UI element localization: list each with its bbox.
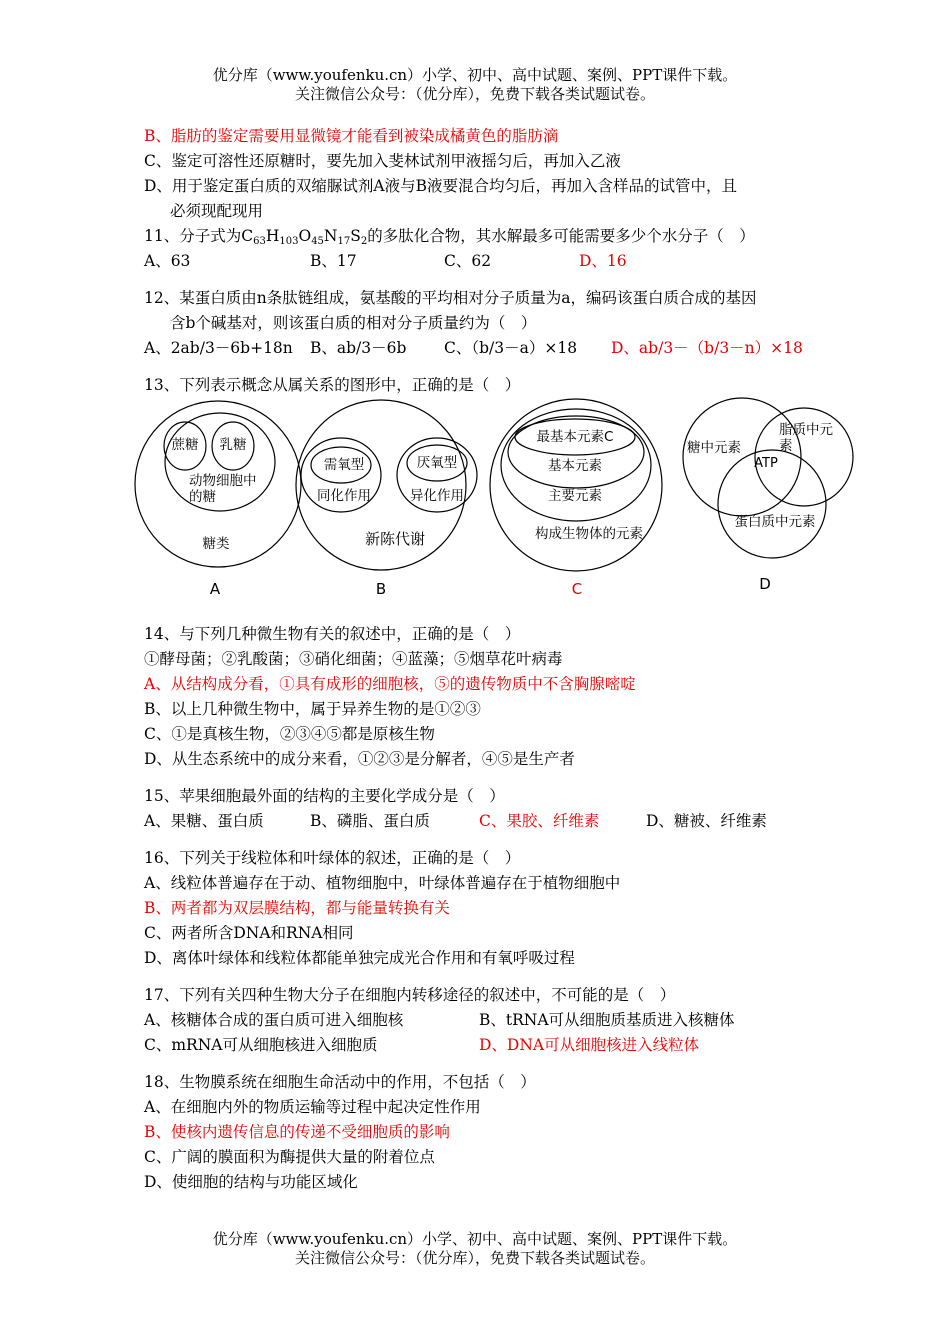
diagram-b-text-5: 新陈代谢 bbox=[364, 530, 426, 548]
q13-stem: 13、下列表示概念从属关系的图形中，正确的是（ ） bbox=[144, 376, 521, 394]
diagram-a-text-4: 糖类 bbox=[202, 536, 230, 552]
q16-option-a: A、线粒体普遍存在于动、植物细胞中，叶绿体普遍存在于植物细胞中 bbox=[144, 874, 621, 892]
formula-n: N bbox=[323, 227, 338, 245]
formula-c: C bbox=[241, 227, 254, 245]
diagram-a-label: A bbox=[209, 580, 221, 598]
diagram-a-text-3b: 的糖 bbox=[189, 489, 216, 505]
diagram-d-text-2a: 脂质中元 bbox=[779, 422, 833, 438]
q10-option-d-line1: D、用于鉴定蛋白质的双缩脲试剂A液与B液要混合均匀后，再加入含样品的试管中，且 bbox=[144, 177, 738, 195]
q11-stem-post: 的多肽化合物，其水解最多可能需要多少个水分子（ ） bbox=[367, 227, 755, 245]
diagram-b-text-2: 同化作用 bbox=[317, 488, 371, 504]
q15-option-c: C、果胶、纤维素 bbox=[479, 812, 600, 830]
diagram-c-label: C bbox=[571, 580, 583, 598]
formula-h: H bbox=[265, 227, 280, 245]
formula-s: S bbox=[350, 227, 361, 245]
q11-option-b: B、17 bbox=[310, 252, 357, 270]
q15-option-d: D、糖被、纤维素 bbox=[646, 812, 767, 830]
formula-c-count: 63 bbox=[253, 236, 266, 247]
q14-option-c: C、①是真核生物，②③④⑤都是原核生物 bbox=[144, 725, 435, 743]
diagram-a-text-3a: 动物细胞中 bbox=[189, 473, 257, 489]
formula-o: O bbox=[298, 227, 312, 245]
q18-option-c: C、广阔的膜面积为酶提供大量的附着位点 bbox=[144, 1148, 435, 1166]
diagram-c-text-1: 最基本元素C bbox=[536, 429, 614, 445]
diagram-d-text-2b: 素 bbox=[779, 438, 793, 454]
q10-option-c: C、鉴定可溶性还原糖时，要先加入斐林试剂甲液摇匀后，再加入乙液 bbox=[144, 152, 621, 170]
q15-option-b: B、磷脂、蛋白质 bbox=[310, 812, 430, 830]
diagram-d-label: D bbox=[759, 575, 771, 593]
q12-stem-line1: 12、某蛋白质由n条肽链组成，氨基酸的平均相对分子质量为a，编码该蛋白质合成的基因 bbox=[144, 289, 757, 307]
q10-option-b: B、脂肪的鉴定需要用显微镜才能看到被染成橘黄色的脂肪滴 bbox=[144, 127, 559, 145]
q17-option-c: C、mRNA可从细胞核进入细胞质 bbox=[144, 1036, 378, 1054]
diagram-b-text-3: 厌氧型 bbox=[416, 455, 458, 471]
diagram-d-text-1: 糖中元素 bbox=[687, 440, 741, 456]
diagram-c-shapes bbox=[490, 399, 662, 571]
q11-option-a: A、63 bbox=[144, 252, 191, 270]
q15-option-a: A、果糖、蛋白质 bbox=[144, 812, 264, 830]
diagram-c-text-3: 主要元素 bbox=[548, 488, 602, 504]
q17-option-a: A、核糖体合成的蛋白质可进入细胞核 bbox=[144, 1011, 404, 1029]
diagram-a-text-1: 蔗糖 bbox=[171, 437, 199, 453]
header-line-2: 关注微信公众号：（优分库），免费下载各类试题试卷。 bbox=[294, 85, 655, 103]
diagram-b-text-1: 需氧型 bbox=[323, 457, 365, 473]
q12-option-b: B、ab/3－6b bbox=[310, 339, 407, 357]
q12-stem-line2: 含b个碱基对，则该蛋白质的相对分子质量约为（ ） bbox=[170, 314, 537, 332]
q14-list: ①酵母菌；②乳酸菌；③硝化细菌；④蓝藻；⑤烟草花叶病毒 bbox=[144, 650, 563, 668]
q13-diagrams bbox=[0, 0, 950, 620]
q12-option-a: A、2ab/3－6b+18n bbox=[144, 339, 293, 357]
diagram-d-text-atp: ATP bbox=[754, 456, 778, 471]
diagram-c-text-4: 构成生物体的元素 bbox=[535, 526, 643, 542]
q11-option-c: C、62 bbox=[444, 252, 492, 270]
formula-s-count: 2 bbox=[360, 236, 368, 247]
q18-option-d: D、使细胞的结构与功能区域化 bbox=[144, 1173, 358, 1191]
diagram-d-circle-sugar bbox=[683, 398, 801, 516]
q18-option-b: B、使核内遗传信息的传递不受细胞质的影响 bbox=[144, 1123, 450, 1141]
q11-stem-pre: 11、分子式为 bbox=[144, 227, 242, 245]
footer-line-1: 优分库（www.youfenku.cn）小学、初中、高中试题、案例、PPT课件下载。 bbox=[212, 1230, 738, 1248]
header-line-1: 优分库（www.youfenku.cn）小学、初中、高中试题、案例、PPT课件下载。 bbox=[212, 66, 738, 84]
diagram-c-outer-circle bbox=[490, 399, 662, 571]
formula-n-count: 17 bbox=[337, 236, 351, 247]
diagram-d-text-4: 蛋白质中元素 bbox=[734, 514, 816, 530]
formula-h-count: 103 bbox=[279, 236, 299, 247]
q18-stem: 18、生物膜系统在细胞生命活动中的作用，不包括（ ） bbox=[144, 1073, 536, 1091]
q14-option-a: A、从结构成分看，①具有成形的细胞核，⑤的遗传物质中不含胸腺嘧啶 bbox=[144, 675, 636, 693]
formula-o-count: 45 bbox=[311, 236, 324, 247]
q14-option-d: D、从生态系统中的成分来看，①②③是分解者，④⑤是生产者 bbox=[144, 750, 575, 768]
footer-line-2: 关注微信公众号：（优分库），免费下载各类试题试卷。 bbox=[294, 1249, 655, 1267]
q18-option-a: A、在细胞内外的物质运输等过程中起决定性作用 bbox=[144, 1098, 481, 1116]
diagram-b-label: B bbox=[375, 580, 387, 598]
q14-option-b: B、以上几种微生物中，属于异养生物的是①②③ bbox=[144, 700, 481, 718]
q16-option-d: D、离体叶绿体和线粒体都能单独完成光合作用和有氧呼吸过程 bbox=[144, 949, 575, 967]
q11-option-d: D、16 bbox=[579, 252, 627, 270]
q16-option-b: B、两者都为双层膜结构，都与能量转换有关 bbox=[144, 899, 450, 917]
diagram-c-text-2: 基本元素 bbox=[548, 458, 602, 474]
q17-option-b: B、tRNA可从细胞质基质进入核糖体 bbox=[479, 1011, 735, 1029]
q12-option-c: C、（b/3－a）×18 bbox=[444, 339, 578, 357]
q14-stem: 14、与下列几种微生物有关的叙述中，正确的是（ ） bbox=[144, 625, 521, 643]
q17-stem: 17、下列有关四种生物大分子在细胞内转移途径的叙述中，不可能的是（ ） bbox=[144, 986, 676, 1004]
diagram-b-text-4: 异化作用 bbox=[410, 488, 464, 504]
q16-stem: 16、下列关于线粒体和叶绿体的叙述，正确的是（ ） bbox=[144, 849, 521, 867]
q10-option-d-line2: 必须现配现用 bbox=[170, 202, 264, 220]
q12-option-d: D、ab/3－（b/3－n）×18 bbox=[611, 339, 803, 357]
q17-option-d: D、DNA可从细胞核进入线粒体 bbox=[479, 1036, 700, 1054]
diagram-a-text-2: 乳糖 bbox=[219, 437, 247, 453]
q15-stem: 15、苹果细胞最外面的结构的主要化学成分是（ ） bbox=[144, 787, 505, 805]
q16-option-c: C、两者所含DNA和RNA相同 bbox=[144, 924, 354, 942]
